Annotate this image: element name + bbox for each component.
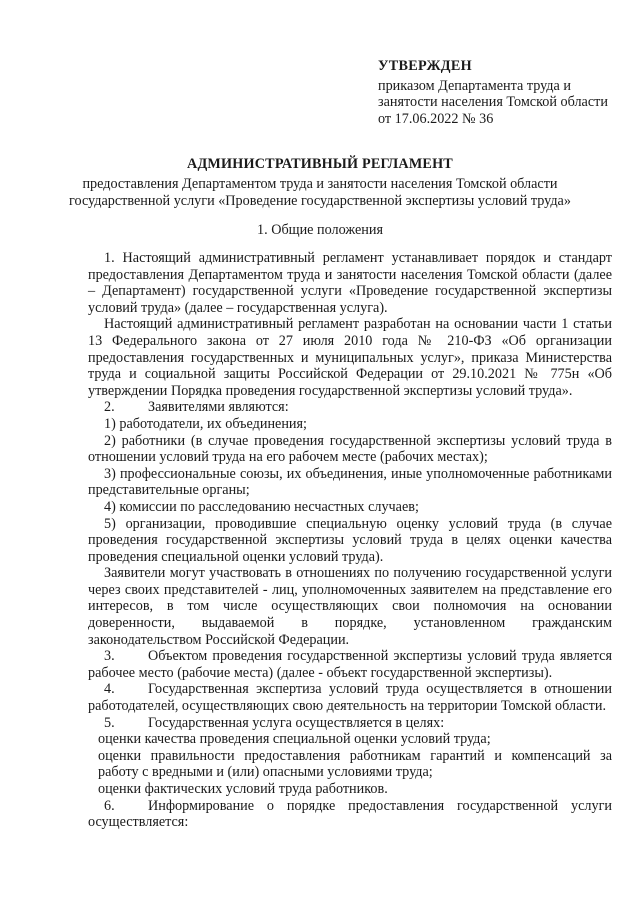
paragraph-2b: Заявители могут участвовать в отношениях по получению государственной услуги через своих представителей - лиц, уполномоченных заявителем на представление его интересов, в том числе осуществляющих свои полномочия на основании доверенности, выдаваемой в порядке, установленном гражданским законодательством Российской Федерации. xyxy=(88,565,612,648)
subtitle-line: предоставления Департаментом труда и занятости населения Томской области xyxy=(82,176,558,192)
list-item: оценки фактических условий труда работников. xyxy=(98,781,388,797)
paragraph-5 xyxy=(88,715,612,732)
paragraph-text: Государственная услуга осуществляется в целях: xyxy=(148,714,445,731)
approval-line: приказом Департамента труда и xyxy=(378,77,571,94)
approval-title: УТВЕРЖДЕН xyxy=(378,58,472,74)
paragraph-text: Государственная экспертиза условий труда осуществляется в отношении работодателей, осуществляющих свою деятельность на территории Томской области. xyxy=(88,681,612,715)
list-item: оценки качества проведения специальной оценки условий труда; xyxy=(98,731,491,748)
paragraph-number: 3. xyxy=(104,648,115,665)
paragraph-number: 2. xyxy=(104,399,115,416)
paragraph-1b: Настоящий административный регламент разработан на основании части 1 статьи 13 Федерального закона от 27 июля 2010 года № 210-ФЗ «Об организации предоставления государственных и муниципальных услуг», приказа Министерства труда и социальной защиты Российской Федерации от 29.10.2021 № 775н «Об утверждении Порядка проведения государственной экспертизы условий труда». xyxy=(88,316,612,399)
paragraph-text: Информирование о порядке предоставления государственной услуги осуществляется: xyxy=(88,797,612,831)
paragraph-number: 5. xyxy=(104,714,115,731)
list-item: оценки правильности предоставления работникам гарантий и компенсаций за работу с вредными и (или) опасными условиями труда; xyxy=(98,747,612,781)
document-body xyxy=(88,250,612,831)
paragraph-number: 4. xyxy=(104,681,115,698)
section-title: 1. Общие положения xyxy=(257,222,383,238)
paragraph-6 xyxy=(88,798,612,831)
paragraph-text: Заявителями являются: xyxy=(148,399,289,416)
paragraph-3 xyxy=(88,648,612,681)
paragraph-1: 1. Настоящий административный регламент устанавливает порядок и стандарт предоставления Департаментом труда и занятости населения Томской области (далее – Департамент) государственной услуги «Проведение государственной экспертизы условий труда» (далее – государственная услуга). xyxy=(88,250,612,316)
paragraph-text: Объектом проведения государственной экспертизы условий труда является рабочее место (рабочие места) (далее - объект государственной экспертизы). xyxy=(88,648,612,681)
approval-line: занятости населения Томской области xyxy=(378,94,608,111)
list-item: 3) профессиональные союзы, их объединения, иные уполномоченные работниками представительные органы; xyxy=(88,465,612,499)
list-item: 4) комиссии по расследованию несчастных случаев; xyxy=(104,498,419,515)
list-item: 5) организации, проводившие специальную оценку условий труда (в случае проведения государственной экспертизы условий труда в целях оценки качества проведения специальной оценки условий труда). xyxy=(88,515,612,565)
list-item: 1) работодатели, их объединения; xyxy=(104,415,307,432)
list-item: 2) работники (в случае проведения государственной экспертизы условий труда в отношении условий труда на его рабочем месте (рабочих местах); xyxy=(88,432,612,466)
paragraph-number: 6. xyxy=(104,797,115,814)
paragraph-2 xyxy=(88,399,612,416)
subtitle-line: государственной услуги «Проведение государственной экспертизы условий труда» xyxy=(69,192,571,209)
document-subtitle xyxy=(60,176,580,209)
approval-stamp xyxy=(378,58,618,127)
document-title: АДМИНИСТРАТИВНЫЙ РЕГЛАМЕНТ xyxy=(187,156,453,172)
paragraph-4 xyxy=(88,681,612,714)
approval-line: от 17.06.2022 № 36 xyxy=(378,110,494,127)
